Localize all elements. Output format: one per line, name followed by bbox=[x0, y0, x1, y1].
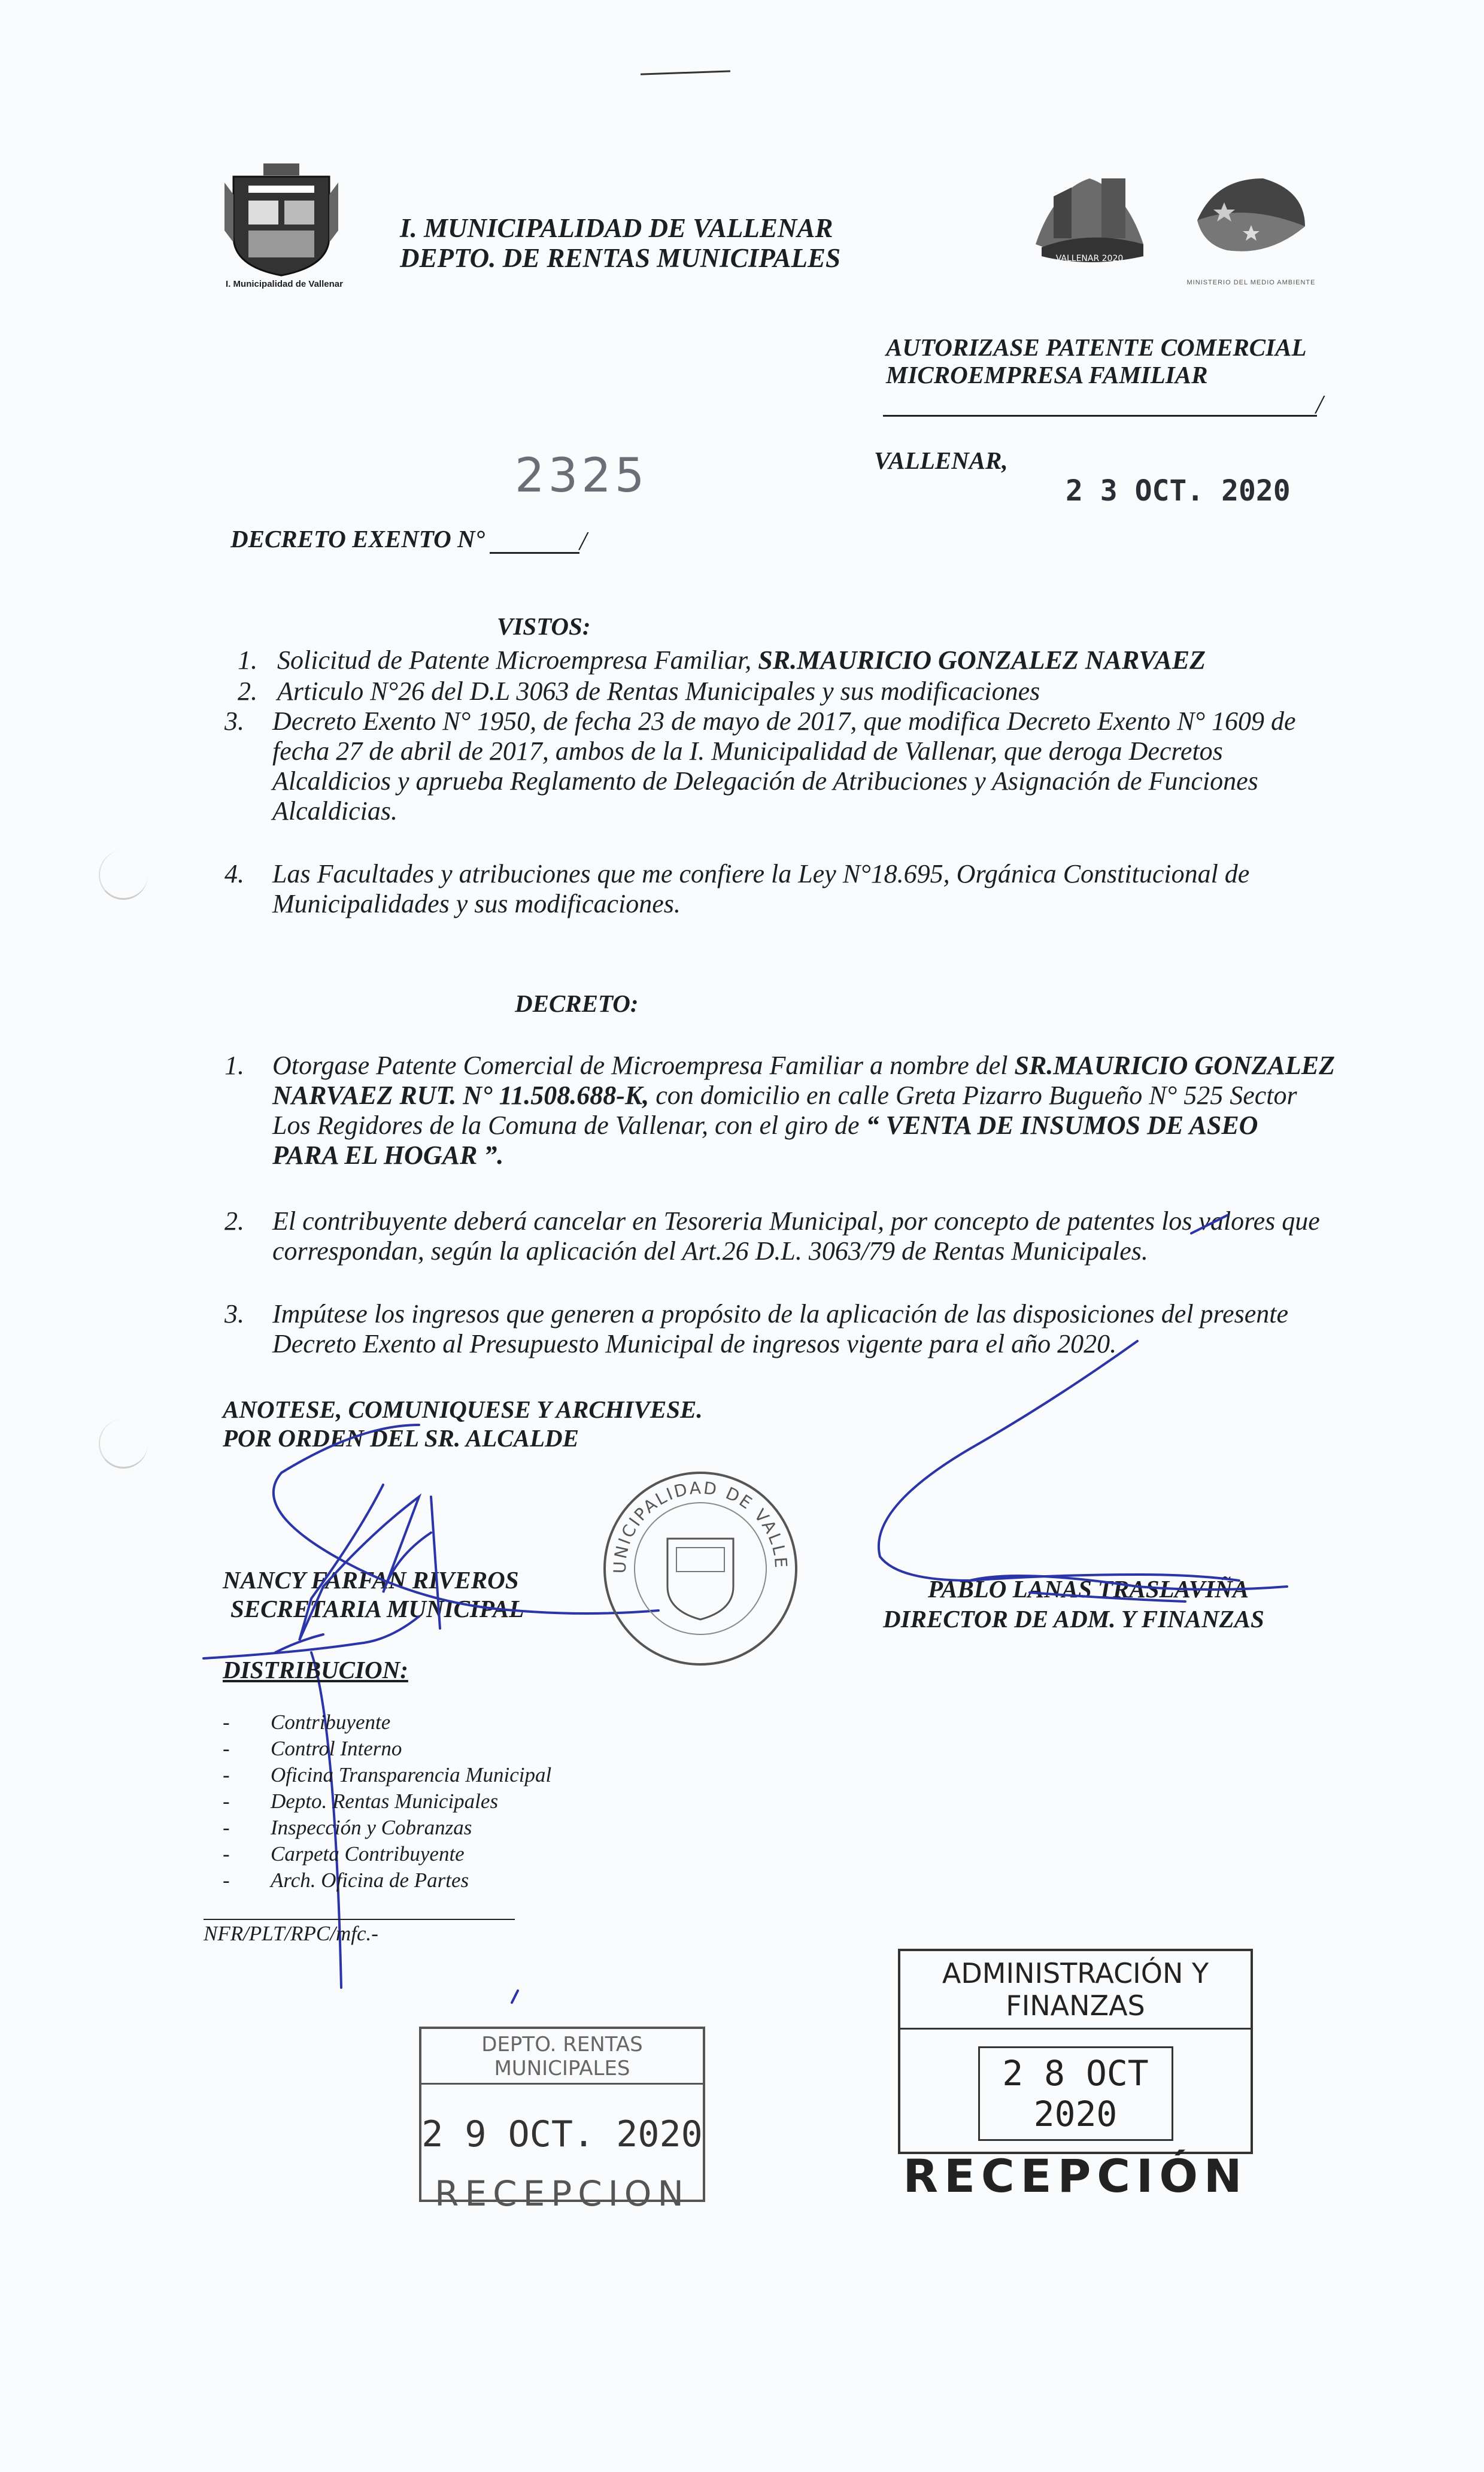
vistos-item-1: 1. Solicitud de Patente Microempresa Familiar, SR.MAURICIO GONZALEZ NARVAEZ bbox=[238, 645, 1206, 675]
decreto-item-3: Impútese los ingresos que generen a propósito de la aplicación de las disposiciones del presente Decreto Exento al Presupuesto Municipal de ingresos vigente para el año 2020. bbox=[272, 1299, 1288, 1358]
left-signatory-title: SECRETARIA MUNICIPAL bbox=[230, 1595, 524, 1622]
vistos-heading: VISTOS: bbox=[497, 612, 591, 640]
closing-line-2: POR ORDEN DEL SR. ALCALDE bbox=[223, 1424, 579, 1452]
top-dash bbox=[641, 70, 730, 75]
list-item: - Oficina Transparencia Municipal bbox=[223, 1763, 552, 1786]
vistos-item-4: Las Facultades y atribuciones que me confiere la Ley N°18.695, Orgánica Constitucional de Municipalidades y sus modificaciones. bbox=[272, 859, 1250, 918]
decreto-item-1-number: 1. bbox=[224, 1051, 244, 1080]
distribution-heading: DISTRIBUCION: bbox=[223, 1656, 408, 1684]
list-item: - Carpeta Contribuyente bbox=[223, 1842, 465, 1866]
rentas-stamp-title: DEPTO. RENTAS MUNICIPALES bbox=[421, 2033, 703, 2085]
municipal-crest-icon bbox=[221, 159, 341, 278]
crest-label: I. Municipalidad de Vallenar bbox=[226, 279, 343, 289]
decree-exento-label: DECRETO EXENTO N° bbox=[230, 525, 485, 553]
adm-stamp-footer: RECEPCIÓN bbox=[903, 2149, 1248, 2203]
environmental-certification-logo-icon bbox=[1179, 154, 1323, 286]
subject-underline bbox=[883, 415, 1317, 417]
subject-slash: / bbox=[1316, 390, 1324, 419]
decree-date-stamp: 2 3 OCT. 2020 bbox=[1066, 474, 1291, 508]
decreto-heading: DECRETO: bbox=[515, 990, 639, 1017]
initials: NFR/PLT/RPC/mfc.- bbox=[204, 1922, 378, 1945]
rentas-stamp-date: 2 9 OCT. 2020 bbox=[421, 2113, 703, 2155]
list-item: - Contribuyente bbox=[223, 1710, 391, 1734]
right-signatory-name: PABLO LANAS TRASLAVIÑA bbox=[928, 1575, 1249, 1603]
initials-rule bbox=[204, 1919, 515, 1920]
logo-ministry-caption: MINISTERIO DEL MEDIO AMBIENTE bbox=[1186, 279, 1316, 286]
left-signatory-name: NANCY FARFAN RIVEROS bbox=[223, 1566, 519, 1594]
svg-text:VALLENAR 2020: VALLENAR 2020 bbox=[1055, 254, 1124, 263]
hole-punch-bottom bbox=[99, 1419, 148, 1469]
hole-punch-top bbox=[99, 850, 148, 900]
list-item: - Arch. Oficina de Partes bbox=[223, 1869, 469, 1892]
list-item: - Inspección y Cobranzas bbox=[223, 1816, 472, 1839]
decreto-item-2: El contribuyente deberá cancelar en Tesoreria Municipal, por concepto de patentes los valores que correspondan, según la aplicación del Art.26 D.L. 3063/79 de Rentas Municipales. bbox=[272, 1206, 1320, 1266]
list-item: - Control Interno bbox=[223, 1737, 402, 1760]
org-department: DEPTO. DE RENTAS MUNICIPALES bbox=[400, 243, 840, 273]
org-name: I. MUNICIPALIDAD DE VALLENAR bbox=[400, 213, 833, 243]
list-item: - Depto. Rentas Municipales bbox=[223, 1789, 499, 1813]
vallenar-2020-logo-icon bbox=[1030, 154, 1149, 274]
decree-slash: / bbox=[579, 526, 587, 556]
subject-line-2: MICROEMPRESA FAMILIAR bbox=[886, 361, 1208, 389]
rentas-reception-stamp bbox=[419, 2027, 705, 2214]
adm-stamp-date: 2 8 OCT 2020 bbox=[1002, 2053, 1149, 2134]
decreto-item-1: Otorgase Patente Comercial de Microempresa Familiar a nombre del SR.MAURICIO GONZALEZ NARVAEZ RUT. N° 11.508.688-K, con domicilio en calle Greta Pizarro Bugueño N° 525 Sector Los Regidores de la Comuna de Vallenar, con el giro de “ VENTA DE INSUMOS DE ASEO PARA EL HOGAR ”. bbox=[272, 1051, 1335, 1170]
closing-line-1: ANOTESE, COMUNIQUESE Y ARCHIVESE. bbox=[223, 1396, 703, 1423]
decree-number-stamp: 2325 bbox=[515, 449, 648, 503]
right-signatory-title: DIRECTOR DE ADM. Y FINANZAS bbox=[883, 1605, 1264, 1633]
adm-finanzas-reception-stamp bbox=[898, 1949, 1253, 2203]
vistos-item-3-number: 3. bbox=[224, 706, 244, 736]
rentas-stamp-footer: RECEPCION bbox=[435, 2173, 690, 2214]
subject-line-1: AUTORIZASE PATENTE COMERCIAL bbox=[886, 333, 1307, 361]
decreto-item-3-number: 3. bbox=[224, 1299, 244, 1328]
adm-stamp-title: ADMINISTRACIÓN Y FINANZAS bbox=[900, 1957, 1251, 2030]
vistos-item-4-number: 4. bbox=[224, 859, 244, 888]
place-label: VALLENAR, bbox=[874, 447, 1008, 474]
vistos-item-3: Decreto Exento N° 1950, de fecha 23 de mayo de 2017, que modifica Decreto Exento N° 1609 de fecha 27 de abril de 2017, ambos de la I. Municipalidad de Vallenar, que deroga Decretos Alcaldicios y aprueba Reglamento de Delegación de Atribuciones y Asignación de Funciones Alcaldicias. bbox=[272, 706, 1296, 826]
adm-stamp-date-box bbox=[978, 2046, 1173, 2141]
decree-number-underline bbox=[490, 552, 579, 554]
municipal-seal-icon bbox=[590, 1451, 802, 1670]
svg-text:I. MUNICIPALIDAD DE VALLENAR: I. MUNICIPALIDAD DE VALLENAR bbox=[590, 1451, 791, 1574]
distribution-list bbox=[223, 1709, 551, 1894]
vistos-item-2: 2. Articulo N°26 del D.L 3063 de Rentas Municipales y sus modificaciones bbox=[238, 677, 1040, 706]
decreto-item-2-number: 2. bbox=[224, 1206, 244, 1236]
